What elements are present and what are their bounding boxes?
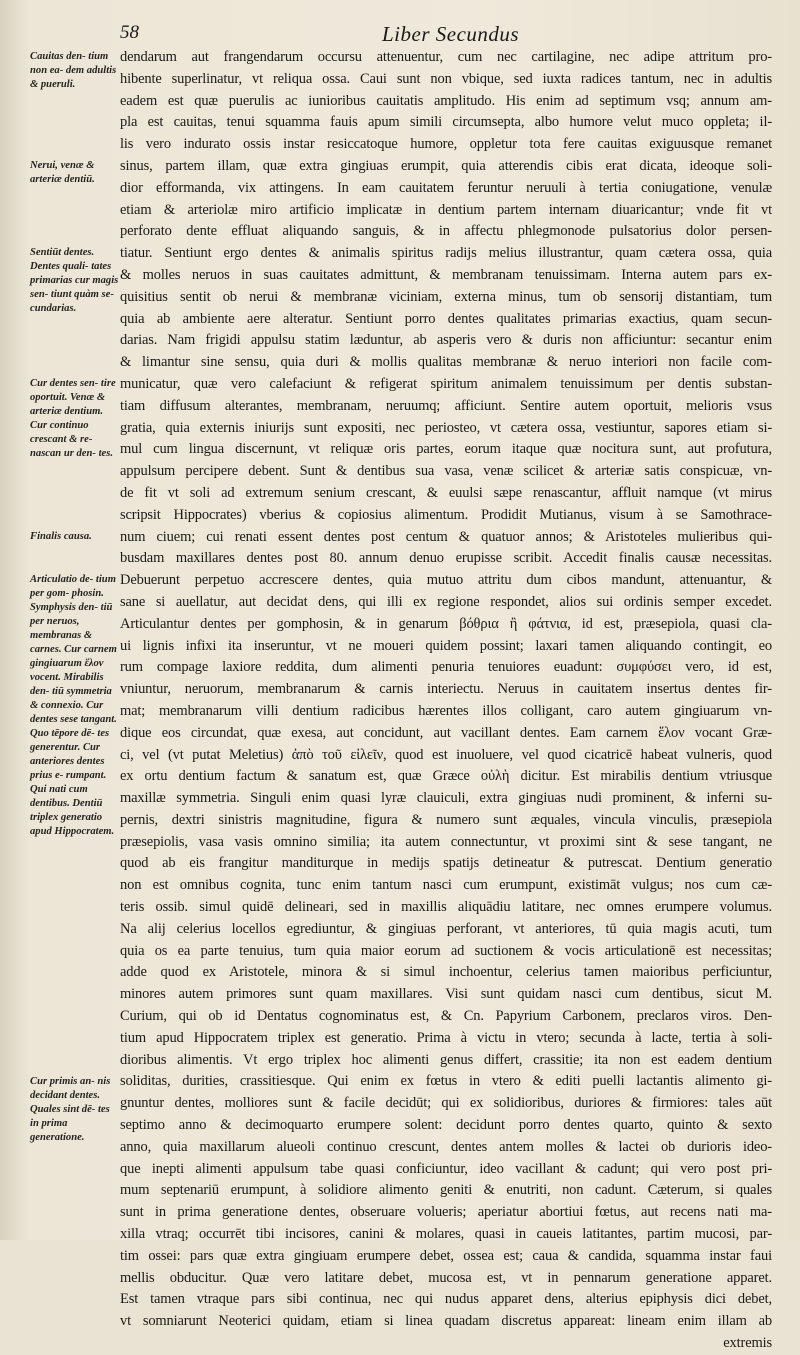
margin-note: Cur dentes sen- tire oportuit. Venæ & arteriæ dentium. Cur continuo crescant & re- nascan ur den- tes. (30, 378, 116, 459)
text-line: teris ossib. simul quidē delineari, sed in maxillis aliquādiu latitare, nec omnes erumpere volumus. (120, 899, 772, 916)
text-line: soliditas, durities, crassitiesque. Qui enim ex fœtus in vtero & editi puelli lactantis alimento gi- (120, 1073, 772, 1090)
text-line: sane si auellatur, aut decidat dens, qui illi ex regione respondet, alios sui ordinis semper excedet. (120, 593, 772, 610)
text-line: non est omnibus cognita, tunc enim tantum nasci cum erumpunt, existimāt vulgus; nos cum cæ- (120, 877, 772, 894)
text-line: pernis, dextri sinistris magnitudine, figura & numero sunt æquales, vincula vinculis, præsepiola (120, 811, 772, 828)
text-line: eadem est quæ puerulis ac iunioribus cauitatis amplitudo. His enim ad septimum vsq; annum am- (120, 92, 772, 109)
text-line: hibente superlinatur, vt reliqua ossa. Caui sunt non vbique, sed iuxta radices tantum, nec in adultis (120, 70, 772, 87)
text-line: Articulantur dentes per gomphosin, & in genarum βόθρια ἢ φάτνια, id est, præsepiola, quasi cla- (120, 615, 772, 632)
text-line: de fit vt soli ad extremum senium crescant, & euulsi sæpe renascantur, affluit namque (vt mirus (120, 484, 772, 501)
margin-note: Cur primis an- nis decidant dentes. Quales sint dē- tes in prima generatione. (30, 1075, 111, 1143)
text-line: xilla vtraq; occurrēt tibi incisores, canini & molares, quasi in caueis latitantes, partim mucosi, par- (120, 1226, 772, 1243)
text-line: vniuntur, neruorum, membranarum & carnis interiectu. Neruus in cauitatem insertus dentes fir- (120, 681, 772, 698)
text-line: mellis obducitur. Quæ vero latitare debet, mucosa est, vt in pennarum generatione apparet. (120, 1269, 772, 1286)
text-line: septimo anno & decimoquarto erumpere solent: decidunt porro dentes quarto, quinto & sexto (120, 1117, 772, 1134)
text-line: sinus, partem illam, quæ extra gingiuas erumpit, quia atterendis cibis erat dicata, ideoque soli- (120, 157, 772, 174)
text-line: & molles neruos in suas cauitates admittunt, & membranam tenuissimam. Interna autem pars ex- (120, 266, 772, 283)
margin-note: Finalis causa. (30, 530, 92, 542)
text-line: lis vero indurato ossis instar resiccatoque humore, oppletur tota fere cauitas exiguusque remanet (120, 136, 772, 153)
text-line: municatur, quæ vero calefaciunt & refigerat spiritum animalem tenuissimum per dentis substan- (120, 375, 772, 392)
body-text (120, 47, 772, 1352)
text-line: dior efformanda, vix attingens. In eam cauitatem feruntur neruuli à tertia coniugatione, venulæ (120, 179, 772, 196)
text-line: Est tamen vtraque pars sibi continua, nec qui nudus apparet dens, alterius epiphysis dici debet, (120, 1291, 772, 1308)
text-line: que inepti alimenti appulsum tabe quasi conficiuntur, ideo vacillant & cadunt; qui vero post pri- (120, 1160, 772, 1177)
text-line: tium apud Hippocratem triplex est generatio. Prima à victu in vtero; secunda à lacte, tertia à soli- (120, 1029, 772, 1046)
text-line: quia ab ambiente aere alteratur. Sentiunt porro dentes qualitates primarias exactius, quam secun- (120, 310, 772, 327)
text-line: vt somniarunt Neoterici quidam, etiam si linea quadam discretus appareat: lineam enim illam ab (120, 1313, 772, 1330)
text-line: ex ortu dentium factum & sanatum est, quæ Græce οὐλὴ dicitur. Est mirabilis dentium vtriusque (120, 768, 772, 785)
margin-note: Sentiūt dentes. Dentes quali- tates primarias cur magis sen- tiunt quàm se- cundarias. (30, 247, 119, 315)
page-number: 58 (120, 22, 139, 43)
text-line: ui lignis infixi ita inseruntur, vt ne moueri quidem possint; laxari tamen aliquando contingit, eo (120, 637, 772, 654)
text-line: minores autem primores sunt quam maxillares. Visi sunt quidam nasci cum dentibus, sicut M. (120, 986, 772, 1003)
text-line: dioribus alimentis. Vt ergo triplex hoc alimenti genus differt, crassitie; ita non est eadem dentium (120, 1051, 772, 1068)
text-line: tiatur. Sentiunt ergo dentes & animalis spiritus radijs melius illustrantur, quam cætera ossa, quia (120, 245, 772, 262)
text-line: maxillæ symmetria. Singuli enim quasi lyræ clauiculi, extra gingiuas nudi prominent, & inferni su- (120, 790, 772, 807)
text-line: appulsum percipere debent. Sunt & dentibus sua vasa, venæ scilicet & arteriæ satis conspicuæ, vn- (120, 463, 772, 480)
text-line: rum compage laxiore reddita, dum alimenti penuria tenuiores euadunt: συμφύσει vero, id est, (120, 659, 772, 676)
text-line: busdam maxillares dentes post 80. annum denuo erupisse scribit. Accedit finalis causæ necessitas. (120, 550, 772, 567)
text-line: extremis (723, 1335, 772, 1352)
text-line: etiam & arteriolæ miro artificio implicatæ in dentium partem internam diuaricantur; vnde fit vt (120, 201, 772, 218)
text-line: pla est cauitas, tenui squamma fauis apum simili circumsepta, albo humore velut muco oppleta; il- (120, 114, 772, 131)
text-line: scripsit Hippocrates) vberius & copiosius alimentum. Prodidit Mutianus, visum à se Samothrace- (120, 506, 772, 523)
text-line: quod ab eis frangitur manditurque in medijs spatijs detineatur & putrescat. Dentium generatio (120, 855, 772, 872)
margin-notes (30, 46, 118, 1206)
text-line: darias. Nam frigidi appulsu statim læduntur, ab asperis vero & duris non afficiuntur: secantur enim (120, 332, 772, 349)
text-line: Curium, qui ob id Dentatus cognominatus est, & Cn. Papyrium Carbonem, preclaros viros. Den- (120, 1008, 772, 1025)
text-line: sunt in prima generatione dentes, obseruare volueris; aperiatur abortiui fœtus, aut recens nati ma- (120, 1204, 772, 1221)
text-line: mul cum lingua discernunt, vt reliquæ oris partes, eorum itaque quæ nocitura sunt, aut profutura, (120, 441, 772, 458)
text-line: dique eos circundat, quæ exesa, aut concidunt, aut vacillant dentes. Eam carnem ἕλον vocant Græ- (120, 724, 772, 741)
text-line: mum septenariū erumpunt, à solidiore alimento geniti & enutriti, non cadunt. Cæterum, si quales (120, 1182, 772, 1199)
text-line: mat; membranarum villi dentium radicibus hærentes illos colligant, caro autem gingiuarum vn- (120, 702, 772, 719)
text-line: quia os ea parte tenuius, tum quia maior eorum ad suctionem & vocis articulationē est necessitas; (120, 942, 772, 959)
text-line: quisitius sentit ob nerui & membranæ viciniam, externa minus, tum ob sensorij distantiam, tum (120, 288, 772, 305)
text-line: perforato dente effluat aliquando sanguis, & in affectu phlegmonode pulsatorius dolor persen- (120, 223, 772, 240)
text-line: tiam diffusum alterantes, membranam, neruumq; afficiunt. Sentire autem oportuit, melioris vsus (120, 397, 772, 414)
page-header (120, 22, 770, 50)
margin-note: Articulatio de- tium per gom- phosin. Symphysis den- tiū per neruos, membranas & carnes. Cur carnem gingiuarum ἕλον vocent. Mirabilis den- tiū symmetria & connexio. Cur dentes sese tangant. Quo tēpore dē- tes generentur. Cur anteriores dentes prius e- rumpant. Qui nati cum dentibus. Dentiū triplex generatio apud Hippocratem. (30, 574, 117, 838)
running-head: Liber Secundus (382, 22, 520, 46)
text-line: Debuerunt perpetuo accrescere dentes, quia mutuo attritu dum cibos mandunt, attenuantur, & (120, 572, 772, 589)
text-line: gnuntur dentes, molliores sunt & facile decidūt; qui ex solidioribus, duriores & firmiores: tales aūt (120, 1095, 772, 1112)
text-line: & limantur sine sensu, quia duri & mollis qualitas membranæ & neruo interiori non facile com- (120, 354, 772, 371)
text-line: num ciuem; cui renati essent dentes post centum & quatuor annos; & Aristoteles mulieribus qui- (120, 528, 772, 545)
text-line: gratia, quia externis iniurijs sunt expositi, nec periosteo, vt cætera ossa, vestiuntur, sapores etiam si- (120, 419, 772, 436)
margin-note: Nerui, venæ & arteriæ dentiū. (30, 160, 95, 185)
text-line: adde quod ex Aristotele, minora & si simul inchoentur, celerius tamen maioribus perficiuntur, (120, 964, 772, 981)
text-line: ci, vel (vt putat Meletius) ἀπὸ τοῦ εἰλεῖν, quod est inuoluere, vel quod cicatricē habeat vulneris, quod (120, 746, 772, 763)
text-line: tim ossei: pars quæ extra gingiuam erumpere debet, ossea est; caua & candida, squamma instar faui (120, 1247, 772, 1264)
text-line: Na alij celerius locellos egrediuntur, & gingiuas perforant, vt anteriores, tū quia magis acuti, tum (120, 920, 772, 937)
margin-note: Cauitas den- tium non ea- dem adultis & pueruli. (30, 51, 117, 90)
text-line: anno, quia maxillarum alueoli continuo crescunt, dentes antem molles & lactei ob durioris ideo- (120, 1138, 772, 1155)
text-line: præsepiolis, vasa vasis omnino similia; ita autem connectuntur, vt proximi sint & sese tangant, ne (120, 833, 772, 850)
text-line: dendarum aut frangendarum occursu attenuentur, cum nec cartilagine, nec adipe attritum pro- (120, 49, 772, 65)
